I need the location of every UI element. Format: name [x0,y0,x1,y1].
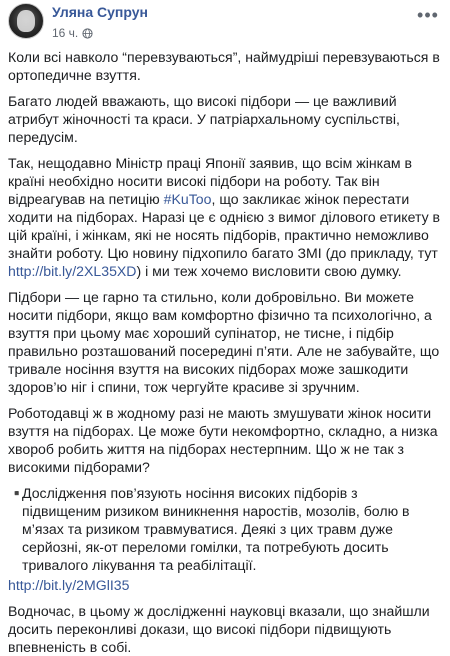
external-link[interactable]: http://bit.ly/2XL35XD [8,263,137,279]
post-timestamp-row [52,26,416,40]
hashtag-link[interactable]: #KuToo [163,191,212,207]
paragraph: Коли всі навколо “перевзуваються”, наймудріші перевзуваються в ортопедичне взуття. [8,49,440,83]
paragraph [8,576,440,594]
post-text [8,48,440,656]
paragraph-with-links: Так, нещодавно Міністр праці Японії заявив, що всім жінкам в країні необхідно носити високі підбори на роботу. Так він відреагував на петицію #KuToo, що закликає жінок перестати ходити на підборах. Наразі це є однією з вимог ділового етикету в цій країні, і жінкам, які не носять підборів, практично неможливо знайти роботу. Цю новину підхопило багато ЗМІ (до прикладу, тут http://bit.ly/2XL35XD) і ми теж хочемо висловити свою думку. [8,155,441,279]
paragraph: Багато людей вважають, що високі підбори — це важливий атрибут жіночності та краси. У патріархальному суспільстві, передусім. [8,93,400,145]
globe-icon[interactable] [82,28,93,39]
avatar[interactable] [8,3,44,39]
more-options-icon[interactable]: ••• [417,4,439,25]
bullet-icon: ▪️ [8,485,26,501]
author-name[interactable]: Уляна Супрун [52,4,148,20]
post-meta [52,3,416,41]
post-header [8,0,440,48]
external-link[interactable]: http://bit.ly/2MGlI35 [8,577,130,593]
post-time[interactable]: 16 ч. [52,26,79,41]
bullet-paragraph: ▪️ Дослідження пов’язують носіння високих підборів з підвищеним ризиком виникнення наростів, мозолів, болю в м’язах та ризиком травмуватися. Деякі з цих травм дуже серйозні, як-от переломи гомілки, та потребують досить тривалого лікування та реабілітації. [8,485,410,573]
paragraph: Підбори — це гарно та стильно, коли добровільно. Ви можете носити підбори, якщо вам комфортно фізично та психологічно, а взуття при цьому має хороший супінатор, не тисне, і підбір правильно розташований посередині п’яти. Але не забувайте, що тривале носіння взуття на високих підборах може зашкодити здоров’ю ніг і спини, тож чергуйте красиве зі зручним. [8,289,440,395]
paragraph: Водночас, в цьому ж дослідженні науковці вказали, що знайшли досить переконливі докази, що високі підбори підвищують впевненість в собі. [8,603,430,655]
paragraph: Роботодавці ж в жодному разі не мають змушувати жінок носити взуття на підборах. Це може бути некомфортно, складно, а низка хвороб робить життя на підборах нестерпним. Що ж не так з високими підборами? [8,405,438,475]
